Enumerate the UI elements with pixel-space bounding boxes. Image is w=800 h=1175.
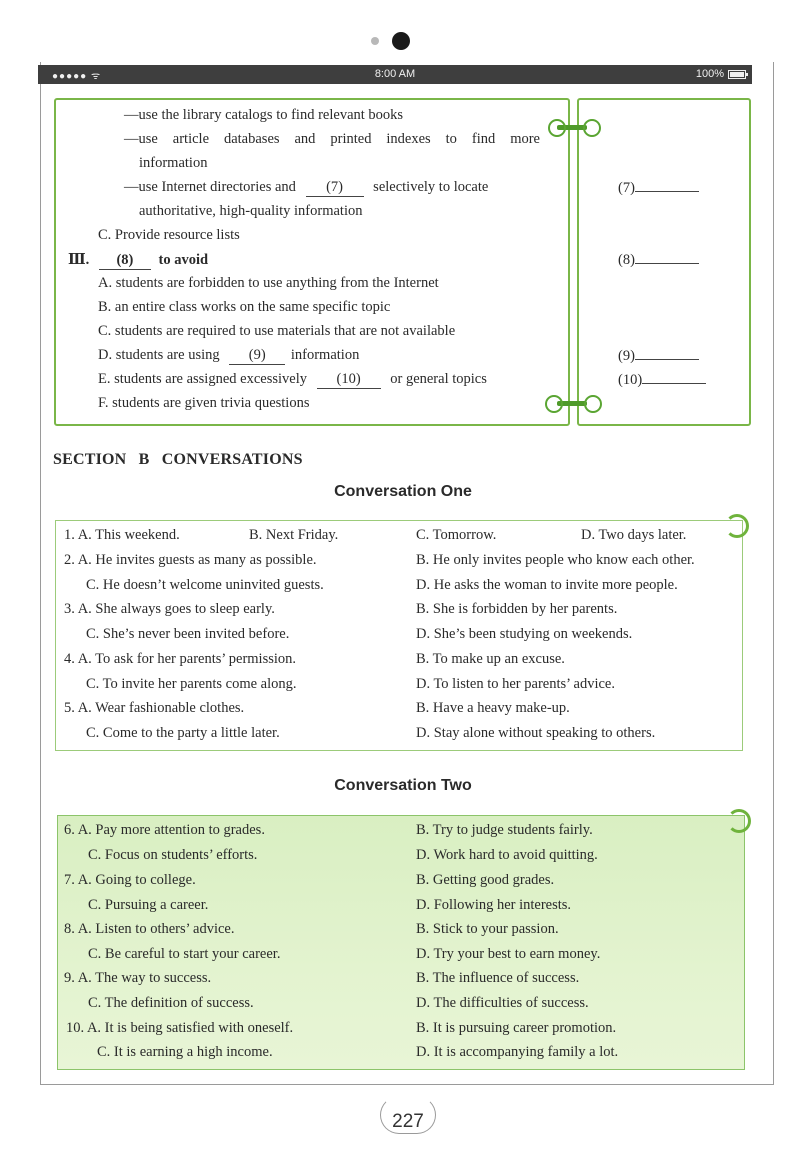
option-text: D. Stay alone without speaking to others.	[416, 725, 656, 741]
answer-line-7	[618, 179, 699, 197]
battery-percent: 100%	[695, 68, 724, 80]
option-text: C. He doesn’t welcome uninvited guests.	[86, 577, 324, 593]
outline-text: —use Internet directories and	[124, 179, 296, 195]
option-text: 6. A. Pay more attention to grades.	[64, 822, 265, 838]
option-text: 4. A. To ask for her parents’ permission.	[64, 651, 297, 667]
swirl-decoration-icon	[727, 809, 751, 833]
option-text: D. To listen to her parents’ advice.	[416, 676, 615, 692]
outline-text: E. students are assigned excessively	[98, 371, 307, 387]
binder-ring-icon	[548, 119, 566, 137]
answer-line-10	[618, 371, 706, 389]
answer-blank[interactable]	[635, 347, 699, 360]
option-text: C. Be careful to start your career.	[88, 946, 281, 962]
option-text: D. Work hard to avoid quitting.	[416, 847, 598, 863]
outline-line: C. students are required to use materials that are not available	[98, 323, 456, 339]
option-text: 7. A. Going to college.	[64, 872, 196, 888]
option-text: B. Stick to your passion.	[416, 921, 559, 937]
conversation-two-title: Conversation Two	[334, 777, 472, 794]
binder-ring-icon	[545, 395, 563, 413]
blank-8: (8)	[99, 252, 151, 270]
camera-icon	[392, 32, 410, 50]
signal-wifi-icon: ●●●●● ᯤ	[52, 71, 102, 82]
outline-text: to avoid	[158, 252, 209, 268]
answer-blank[interactable]	[642, 371, 706, 384]
outline-line-7	[124, 179, 488, 197]
option-text: 5. A. Wear fashionable clothes.	[64, 700, 245, 716]
option-text: 2. A. He invites guests as many as possible.	[64, 552, 317, 568]
battery-indicator	[696, 68, 746, 80]
option-text: C. It is earning a high income.	[97, 1044, 273, 1060]
option-text: C. She’s never been invited before.	[86, 626, 290, 642]
status-time: 8:00 AM	[374, 68, 416, 80]
outline-line: C. Provide resource lists	[98, 227, 240, 243]
option-text: D. Following her interests.	[416, 897, 572, 913]
option-text: C. Focus on students’ efforts.	[88, 847, 258, 863]
option-text: D. The difficulties of success.	[416, 995, 589, 1011]
outline-text: or general topics	[390, 371, 487, 387]
option-text: D. Two days later.	[581, 527, 687, 543]
option-text: 10. A. It is being satisfied with oneself.	[66, 1020, 294, 1036]
answer-label: (10)	[618, 372, 643, 388]
option-text: 3. A. She always goes to sleep early.	[64, 601, 275, 617]
option-text: C. The definition of success.	[88, 995, 254, 1011]
outline-line: —use article databases and printed indexes to find more	[124, 131, 540, 147]
outline-line: —use the library catalogs to find relevant books	[124, 107, 404, 123]
swirl-decoration-icon	[725, 514, 749, 538]
answer-blank[interactable]	[635, 179, 699, 192]
answer-label: (8)	[618, 252, 635, 268]
option-text: B. Getting good grades.	[416, 872, 555, 888]
blank-10: (10)	[317, 371, 381, 389]
answer-line-9	[618, 347, 699, 365]
blank-9: (9)	[229, 347, 285, 365]
option-text: B. She is forbidden by her parents.	[416, 601, 618, 617]
outline-text: D. students are using	[98, 347, 220, 363]
blank-7: (7)	[306, 179, 364, 197]
option-text: B. To make up an excuse.	[416, 651, 565, 667]
option-text: B. It is pursuing career promotion.	[416, 1020, 617, 1036]
option-text: C. To invite her parents come along.	[86, 676, 297, 692]
outline-line: information	[139, 155, 208, 171]
option-text: B. Try to judge students fairly.	[416, 822, 593, 838]
option-text: C. Tomorrow.	[416, 527, 497, 543]
option-text: C. Come to the party a little later.	[86, 725, 280, 741]
option-text: 1. A. This weekend.	[64, 527, 180, 543]
conversation-one-title: Conversation One	[334, 483, 472, 500]
option-text: C. Pursuing a career.	[88, 897, 209, 913]
option-text: B. Next Friday.	[249, 527, 339, 543]
option-text: 8. A. Listen to others’ advice.	[64, 921, 235, 937]
option-text: B. He only invites people who know each other.	[416, 552, 695, 568]
roman-numeral: Ⅲ.	[68, 252, 90, 268]
page-number: 227	[392, 1111, 424, 1132]
camera-dot-small-icon	[371, 37, 379, 45]
option-text: B. The influence of success.	[416, 970, 580, 986]
answer-line-8	[618, 251, 699, 269]
battery-icon	[728, 70, 746, 79]
binder-ring-icon	[583, 119, 601, 137]
answer-label: (7)	[618, 180, 635, 196]
option-text: D. She’s been studying on weekends.	[416, 626, 633, 642]
option-text: 9. A. The way to success.	[64, 970, 212, 986]
option-text: B. Have a heavy make-up.	[416, 700, 570, 716]
outline-line-9	[98, 347, 359, 365]
section-title: SECTION B CONVERSATIONS	[53, 451, 303, 468]
option-text: D. Try your best to earn money.	[416, 946, 601, 962]
outline-line: A. students are forbidden to use anything from the Internet	[98, 275, 439, 291]
outline-text: selectively to locate	[373, 179, 489, 195]
status-bar	[38, 65, 752, 84]
outline-line-10	[98, 371, 487, 389]
binder-ring-icon	[584, 395, 602, 413]
answer-blank[interactable]	[635, 251, 699, 264]
option-text: D. It is accompanying family a lot.	[416, 1044, 619, 1060]
outline-line: B. an entire class works on the same specific topic	[98, 299, 391, 315]
outline-text: information	[290, 347, 360, 363]
outline-line: F. students are given trivia questions	[98, 395, 310, 411]
outline-line: authoritative, high-quality information	[139, 203, 363, 219]
option-text: D. He asks the woman to invite more people.	[416, 577, 678, 593]
answer-label: (9)	[618, 348, 635, 364]
outline-heading-iii	[68, 251, 208, 270]
